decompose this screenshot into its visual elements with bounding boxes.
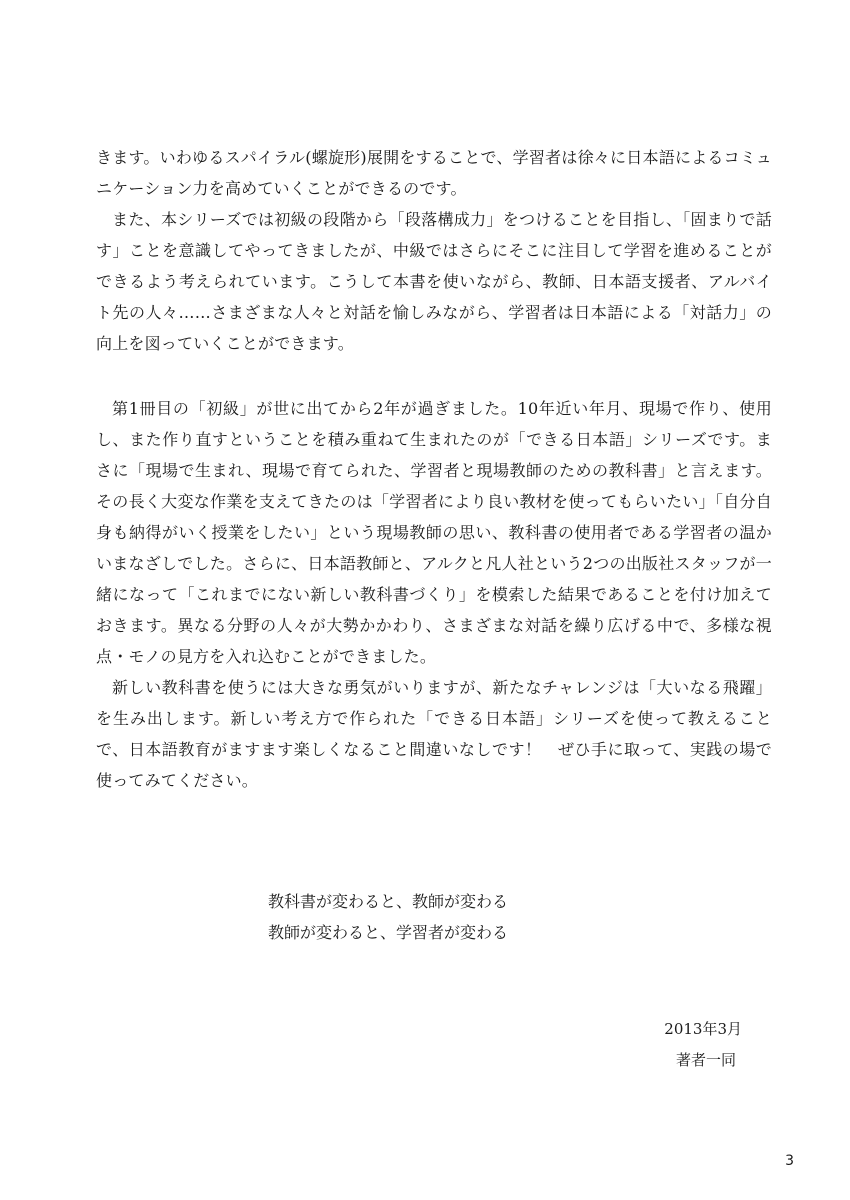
paragraph-4: 新しい教科書を使うには大きな勇気がいりますが、新たなチャレンジは「大いなる飛躍」を生み出します。新しい考え方で作られた「できる日本語」シリーズを使って教えることで、日本語教育がますます楽しくなること間違いなしです！ ぜひ手に取って、実践の場で使ってみてください。 <box>96 678 772 790</box>
motto <box>268 886 508 948</box>
motto-line-1: 教科書が変わると、教師が変わる <box>268 892 509 911</box>
paragraph-2: また、本シリーズでは初級の段階から「段落構成力」をつけることを目指し、「固まりで話す」ことを意識してやってきましたが、中級ではさらにそこに注目して学習を進めることができるよう考えられています。こうして本書を使いながら、教師、日本語支援者、アルバイト先の人々……さまざまな人々と対話を愉しみながら、学習者は日本語による「対話力」の向上を図っていくことができます。 <box>96 210 772 353</box>
paragraph-3: 第1冊目の「初級」が世に出てから2年が過ぎました。10年近い年月、現場で作り、使用し、また作り直すということを積み重ねて生まれたのが「できる日本語」シリーズです。まさに「現場で生まれ、現場で育てられた、学習者と現場教師のための教科書」と言えます。その長く大変な作業を支えてきたのは「学習者により良い教材を使ってもらいたい」「自分自身も納得がいく授業をしたい」という現場教師の思い、教科書の使用者である学習者の温かいまなざしでした。さらに、日本語教師と、アルクと凡人社という2つの出版社スタッフが一緒になって「これまでにない新しい教科書づくり」を模索した結果であることを付け加えておきます。異なる分野の人々が大勢かかわり、さまざまな対話を繰り広げる中で、多様な視点・モノの見方を入れ込むことができました。 <box>96 399 772 666</box>
signature-date: 2013年3月 <box>664 1020 742 1038</box>
body-text <box>96 142 772 796</box>
signature-block <box>664 1014 742 1076</box>
paragraph-1: きます。いわゆるスパイラル(螺旋形)展開をすることで、学習者は徐々に日本語によるコミュニケーション力を高めていくことができるのです。 <box>96 148 772 198</box>
motto-line-2: 教師が変わると、学習者が変わる <box>268 923 509 942</box>
signature-author: 著者一同 <box>675 1051 736 1069</box>
page-number: 3 <box>785 1153 794 1169</box>
